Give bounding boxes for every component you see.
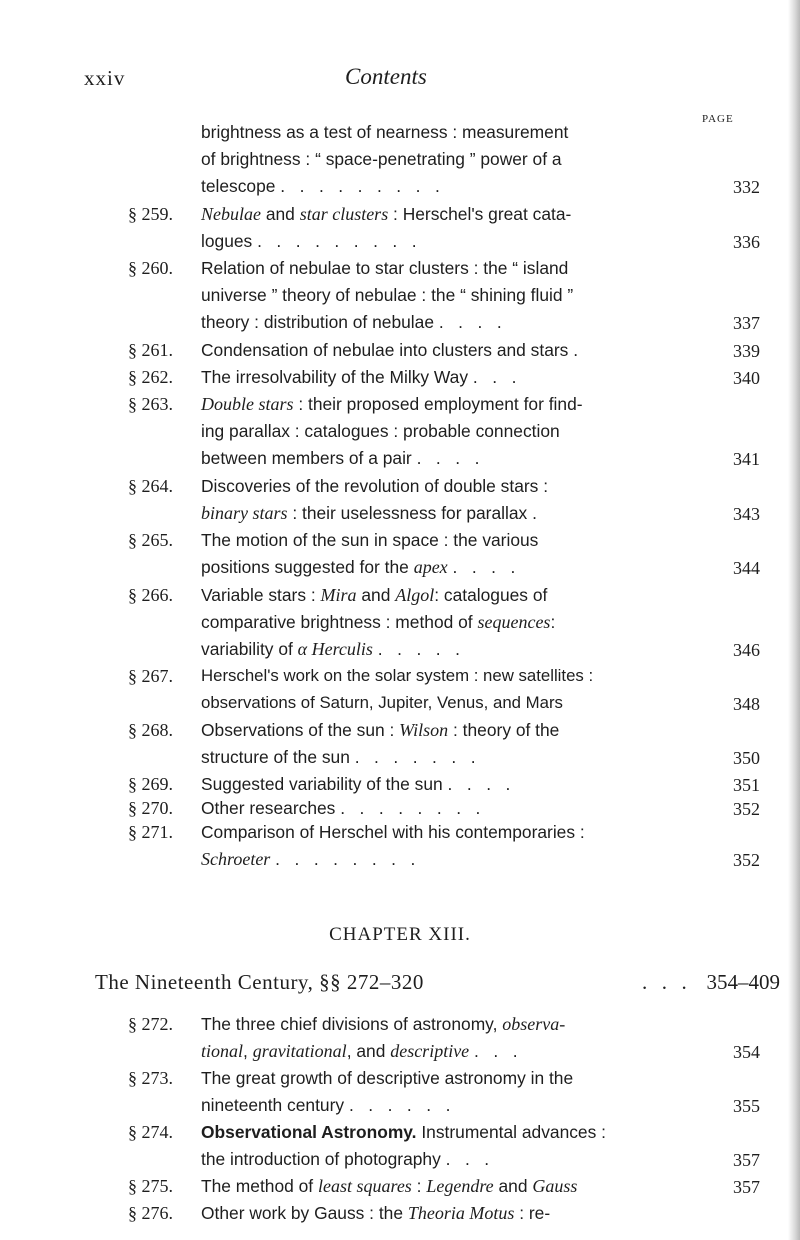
chapter-title: The Nineteenth Century, §§ 272–320: [95, 970, 424, 994]
entry-line: The method of least squares : Legendre and Gauss: [201, 1176, 578, 1196]
entry-line: Other work by Gauss : the Theoria Motus : re-: [201, 1203, 551, 1223]
entry-line: between members of a pair ....: [201, 448, 494, 468]
page-number: 346: [733, 640, 760, 660]
page-number: 341: [733, 449, 760, 469]
running-title: Contents: [345, 64, 427, 89]
entry-line: Observational Astronomy. Instrumental advances :: [201, 1122, 606, 1142]
entry-line: positions suggested for the apex ....: [201, 557, 530, 577]
section-number: § 265.: [128, 530, 173, 550]
section-number: § 260.: [128, 258, 173, 278]
page-folio: xxiv: [84, 66, 126, 90]
section-number: § 263.: [128, 394, 173, 414]
section-number: § 270.: [128, 798, 173, 818]
section-number: § 261.: [128, 340, 173, 360]
entry-line: Relation of nebulae to star clusters : the “ island: [201, 258, 569, 278]
entry-line: brightness as a test of nearness : measurement: [201, 122, 569, 142]
section-number: § 262.: [128, 367, 173, 387]
section-number: § 259.: [128, 204, 173, 224]
entry-line: of brightness : “ space-penetrating ” power of a: [201, 149, 562, 169]
entry-line: ing parallax : catalogues : probable connection: [201, 421, 560, 441]
entry-line: universe ” theory of nebulae : the “ shining fluid ”: [201, 285, 574, 305]
page-number: 344: [733, 558, 760, 578]
entry-line: Comparison of Herschel with his contemporaries :: [201, 822, 585, 842]
entry-line: comparative brightness : method of sequences:: [201, 612, 556, 632]
entry-line: Variable stars : Mira and Algol: catalogues of: [201, 585, 548, 605]
page-number: 339: [733, 341, 760, 361]
section-number: § 268.: [128, 720, 173, 740]
page-column-label: PAGE: [702, 113, 734, 125]
page-number: 357: [733, 1150, 760, 1170]
page-number: 336: [733, 232, 760, 252]
entry-line: telescope .........: [201, 176, 455, 196]
page-number: 351: [733, 775, 760, 795]
section-number: § 266.: [128, 585, 173, 605]
section-number: § 275.: [128, 1176, 173, 1196]
entry-line: Schroeter ........: [201, 849, 430, 869]
section-number: § 274.: [128, 1122, 173, 1142]
entry-line: Other researches ........: [201, 798, 495, 818]
entry-line: The motion of the sun in space : the various: [201, 530, 539, 550]
chapter-heading: CHAPTER XIII.: [329, 924, 471, 945]
entry-line: Suggested variability of the sun ....: [201, 774, 525, 794]
page-number: 355: [733, 1096, 760, 1116]
section-number: § 271.: [128, 822, 173, 842]
running-head: [0, 66, 800, 106]
entry-line: tional, gravitational, and descriptive ...: [201, 1041, 533, 1061]
entry-line: variability of α Herculis .....: [201, 639, 475, 659]
section-number: § 264.: [128, 476, 173, 496]
page-number: 332: [733, 177, 760, 197]
entry-line: The great growth of descriptive astronomy in the: [201, 1068, 574, 1088]
page-number: 350: [733, 748, 760, 768]
section-number: § 273.: [128, 1068, 173, 1088]
entry-line: the introduction of photography ...: [201, 1149, 504, 1169]
entry-line: The irresolvability of the Milky Way ...: [201, 367, 531, 387]
entry-line: logues .........: [201, 231, 432, 251]
entry-line: Nebulae and star clusters : Herschel's great cata-: [201, 204, 572, 224]
page-number: 357: [733, 1177, 760, 1197]
section-number: § 269.: [128, 774, 173, 794]
section-number: § 267.: [128, 666, 173, 686]
page-number: 348: [733, 694, 760, 714]
entry-line: observations of Saturn, Jupiter, Venus, and Mars: [201, 693, 563, 712]
page-number: 352: [733, 850, 760, 870]
page-number: 354: [733, 1042, 760, 1062]
page-number: 337: [733, 313, 760, 333]
page-number: 352: [733, 799, 760, 819]
entry-line: Discoveries of the revolution of double stars :: [201, 476, 549, 496]
entry-line: theory : distribution of nebulae ....: [201, 312, 517, 332]
entry-line: Double stars : their proposed employment for find-: [201, 394, 583, 414]
page-number: 340: [733, 368, 760, 388]
entry-line: binary stars : their uselessness for parallax .: [201, 503, 552, 523]
section-number: § 276.: [128, 1203, 173, 1223]
page-edge-shadow: [788, 0, 800, 1240]
section-number: § 272.: [128, 1014, 173, 1034]
entry-line: Condensation of nebulae into clusters and stars .: [201, 340, 593, 360]
entry-line: nineteenth century ......: [201, 1095, 465, 1115]
entry-line: Herschel's work on the solar system : new satellites :: [201, 666, 594, 685]
entry-line: The three chief divisions of astronomy, observa-: [201, 1014, 566, 1034]
entry-line: Observations of the sun : Wilson : theory of the: [201, 720, 560, 740]
chapter-page-range: ... 354–409: [642, 970, 780, 994]
page-number: 343: [733, 504, 760, 524]
entry-line: structure of the sun .......: [201, 747, 491, 767]
